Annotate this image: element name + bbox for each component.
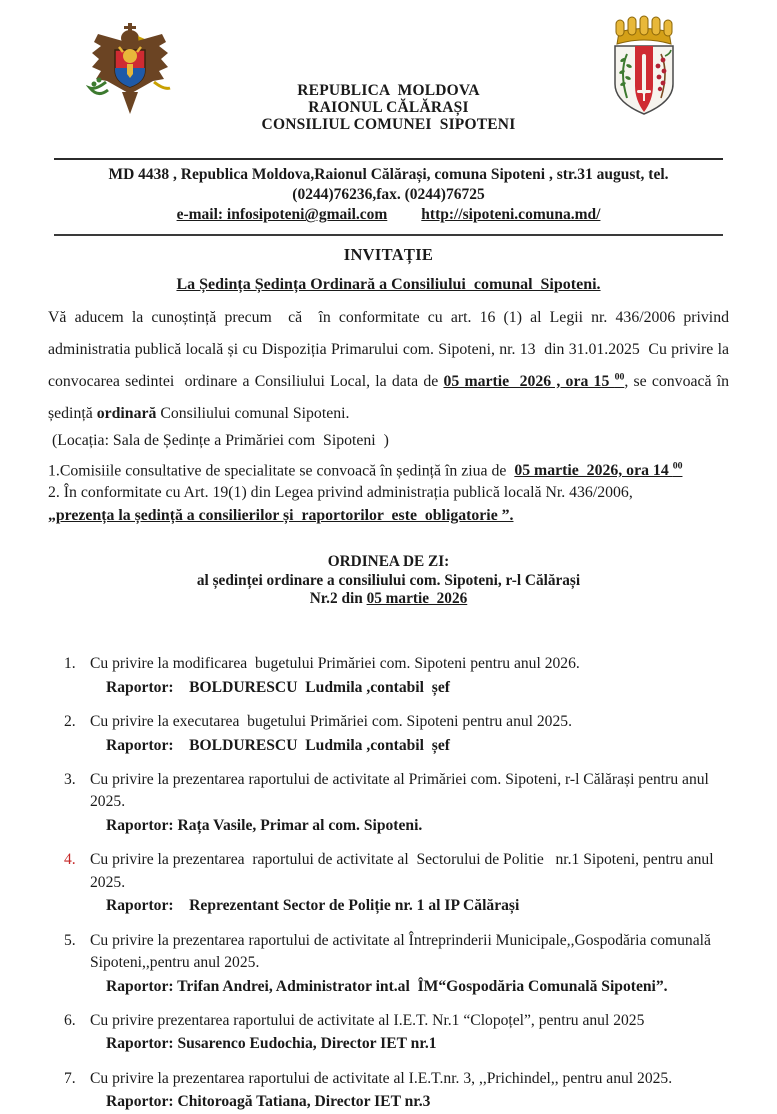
commissions-datetime: 05 martie 2026, ora 14 $^{00}$ (514, 460, 683, 479)
item-raportor: Raportor: Reprezentant Sector de Poliție nr. 1 al IP Călărași (106, 897, 520, 915)
agenda-item (48, 930, 729, 998)
item-number: 1. (64, 655, 76, 673)
item-number: 3. (64, 770, 76, 788)
agenda-item (48, 653, 729, 699)
phone-fax-line: (0244)76236,fax. (0244)76725 (292, 185, 485, 203)
agenda-title: ORDINEA DE ZI: (327, 553, 450, 571)
agenda-number: Nr.2 din 05 martie 2026 (309, 590, 468, 608)
item-number: 5. (64, 931, 76, 949)
notes-block (48, 460, 729, 528)
divider-bottom (54, 234, 723, 236)
item-number: 4. (64, 851, 76, 869)
item-raportor: Raportor: Susarenco Eudochia, Director IET nr.1 (106, 1035, 437, 1053)
body-text: , se convoacă în ședință (48, 372, 737, 422)
agenda-subtitle: al ședinței ordinare a consiliului com. Sipoteni, r-l Călărași (196, 571, 581, 589)
email-link[interactable]: e-mail: infosipoteni@gmail.com (176, 206, 388, 224)
item-text: Cu privire la prezentarea raportului de activitate al I.E.T.nr. 3, ,,Prichindel,, pentru anul 2025. (90, 1069, 673, 1087)
org-country: REPUBLICA MOLDOVA (297, 82, 480, 99)
agenda-item (48, 849, 729, 917)
org-council: CONSILIUL COMUNEI SIPOTENI (261, 116, 516, 134)
item-raportor: Raportor: Rața Vasile, Primar al com. Sipoteni. (106, 816, 423, 834)
session-datetime: 05 martie 2026 , ora 15 $^{00}$ (443, 371, 625, 390)
item-raportor: Raportor: Trifan Andrei, Administrator int.al ÎM“Gospodăria Comunală Sipoteni”. (106, 977, 668, 995)
note-2: 2. În conformitate cu Art. 19(1) din Legea privind administrația publică locală Nr. 436/2006, (48, 484, 633, 502)
moldova-state-emblem-icon (86, 22, 174, 123)
body-text: Consiliului comunal Sipoteni. (156, 404, 350, 422)
website-link[interactable]: http://sipoteni.comuna.md/ (421, 206, 601, 224)
agenda-item (48, 1068, 729, 1114)
invitation-body (48, 302, 737, 430)
item-text: Cu privire la prezentarea raportului de activitate al Primăriei com. Sipoteni, r-l Călărași pentru anul 2025. (90, 770, 713, 811)
agenda-items (48, 653, 729, 1114)
item-text: Cu privire la executarea bugetului Primăriei com. Sipoteni pentru anul 2025. (90, 713, 572, 731)
invitation-subtitle: La Ședința Ședința Ordinară a Consiliului comunal Sipoteni. (176, 276, 601, 294)
item-raportor: Raportor: BOLDURESCU Ludmila ,contabil șef (106, 736, 450, 754)
location-line: (Locația: Sala de Ședințe a Primăriei com Sipoteni ) (48, 431, 389, 449)
note-1: 1.Comisiile consultative de specialitate se convoacă în ședință în ziua de 05 martie 2026, ora 14 $^{00}$ (48, 460, 683, 479)
invitation-title: INVITAȚIE (343, 245, 434, 265)
item-text: Cu privire la modificarea bugetului Primăriei com. Sipoteni pentru anul 2026. (90, 655, 580, 673)
ordinary-emphasis: ordinară (96, 404, 157, 422)
agenda-item (48, 769, 729, 837)
item-text: Cu privire la prezentarea raportului de activitate al Sectorului de Politie nr.1 Sipoteni, pentru anul 2025. (90, 851, 718, 891)
item-raportor: Raportor: BOLDURESCU Ludmila ,contabil șef (106, 678, 450, 696)
document-header (48, 12, 729, 152)
sipoteni-coat-of-arms-icon (603, 14, 685, 123)
org-district: RAIONUL CĂLĂRAȘI (308, 99, 469, 117)
divider-top (54, 158, 723, 160)
contact-block (48, 165, 729, 225)
address-line: MD 4438 , Republica Moldova,Raionul Călărași, comuna Sipoteni , str.31 august, tel. (108, 166, 669, 183)
item-number: 7. (64, 1069, 76, 1087)
agenda-item (48, 1010, 729, 1056)
item-number: 6. (64, 1012, 76, 1030)
body-text: Vă aducem la cunoștință precum că în conformitate cu art. 16 (1) al Legii nr. 436/2006 privind administratia publică locală și cu Dispoziția Primarului com. Sipoteni, nr. 13 din 31.01.2025 Cu privire la convocarea sedintei ordinare a Consiliului Local, la data de (48, 309, 733, 390)
note-3: „prezența la ședință a consilierilor și raportorilor este obligatorie ”. (48, 506, 514, 524)
agenda-header (48, 553, 729, 609)
item-text: Cu privire la prezentarea raportului de activitate al Întreprinderii Municipale,,Gospodăria comunală Sipoteni,,pentru anul 2025. (90, 931, 715, 972)
item-text: Cu privire prezentarea raportului de activitate al I.E.T. Nr.1 “Clopoțel”, pentru anul 2025 (90, 1012, 645, 1030)
item-raportor: Raportor: Chitoroagă Tatiana, Director IET nr.3 (106, 1093, 431, 1111)
agenda-item (48, 711, 729, 757)
item-number: 2. (64, 713, 76, 731)
